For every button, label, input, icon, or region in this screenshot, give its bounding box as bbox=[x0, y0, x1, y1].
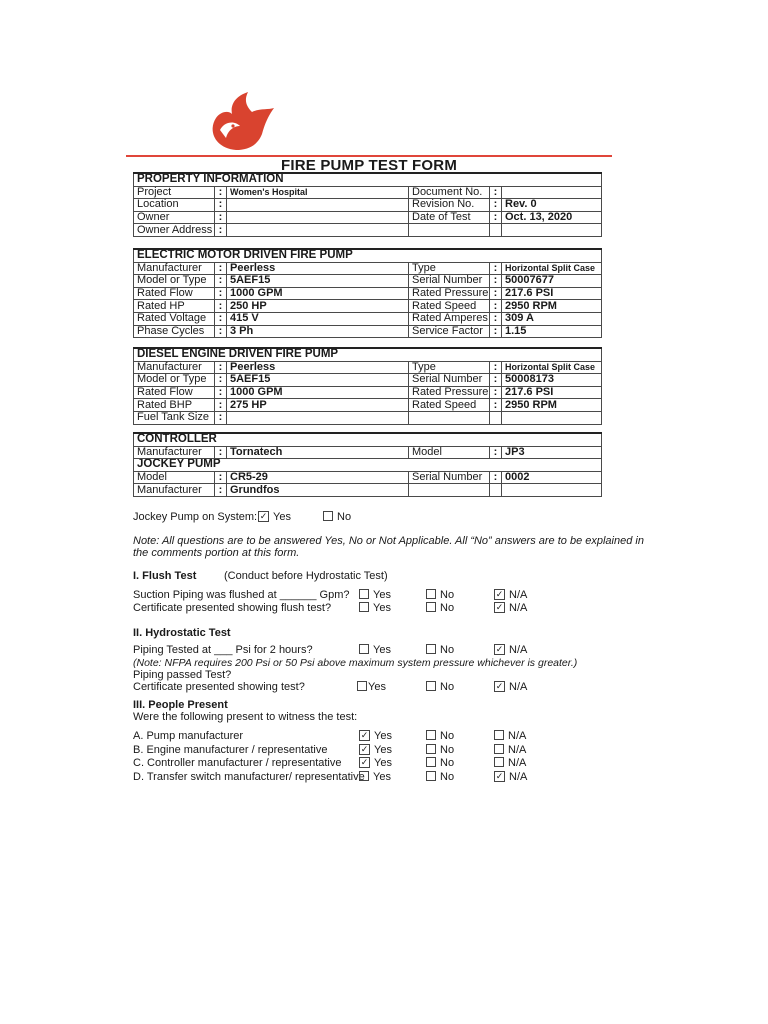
field-value bbox=[502, 186, 602, 199]
people-d-yes[interactable] bbox=[359, 771, 391, 783]
table-row: Rated Flow : 1000 GPM Rated Pressure : 217.6 PSI bbox=[134, 386, 602, 399]
section-header: JOCKEY PUMP bbox=[134, 459, 602, 472]
flush-q1-na[interactable] bbox=[494, 589, 527, 601]
hydro-q1-yes[interactable] bbox=[359, 644, 391, 656]
hydro-q3-no[interactable] bbox=[426, 681, 454, 693]
diesel-engine-table bbox=[133, 347, 602, 425]
flush-q1-yes[interactable] bbox=[359, 589, 391, 601]
empty-checkbox-icon[interactable] bbox=[494, 757, 504, 767]
table-row: Model or Type : 5AEF15 Serial Number : 50008173 bbox=[134, 374, 602, 387]
empty-checkbox-icon[interactable] bbox=[357, 681, 367, 691]
field-label: Rated Speed bbox=[409, 399, 490, 412]
field-value bbox=[502, 484, 602, 497]
option-label: N/A bbox=[509, 771, 528, 783]
hydro-q1: Piping Tested at ___ Psi for 2 hours? bbox=[133, 644, 313, 656]
jockey-no-option[interactable] bbox=[323, 511, 351, 523]
option-label: N/A bbox=[509, 602, 528, 614]
checked-checkbox-icon[interactable]: ✓ bbox=[495, 588, 504, 599]
field-label: Serial Number bbox=[409, 471, 490, 484]
field-label: Model or Type bbox=[134, 275, 215, 288]
controller-table bbox=[133, 432, 602, 497]
table-row: Rated BHP : 275 HP Rated Speed : 2950 RPM bbox=[134, 399, 602, 412]
field-value: 217.6 PSI bbox=[502, 386, 602, 399]
hydro-test-title: II. Hydrostatic Test bbox=[133, 627, 231, 639]
checked-checkbox-icon[interactable]: ✓ bbox=[360, 756, 369, 767]
field-value bbox=[502, 411, 602, 424]
table-row: Rated Voltage : 415 V Rated Amperes : 309 A bbox=[134, 312, 602, 325]
table-row: Fuel Tank Size : bbox=[134, 411, 602, 424]
people-b-no[interactable] bbox=[426, 744, 454, 756]
electric-motor-table bbox=[133, 248, 602, 338]
field-label: Manufacturer bbox=[134, 262, 215, 275]
field-label: Rated Speed bbox=[409, 300, 490, 313]
field-value: 5AEF15 bbox=[227, 374, 409, 387]
field-value: 309 A bbox=[502, 312, 602, 325]
field-value: Horizontal Split Case bbox=[502, 361, 602, 374]
checked-checkbox-icon[interactable]: ✓ bbox=[495, 643, 504, 654]
empty-checkbox-icon[interactable] bbox=[494, 730, 504, 740]
people-b-na[interactable] bbox=[494, 744, 526, 756]
field-value: Women's Hospital bbox=[227, 186, 409, 199]
people-a-no[interactable] bbox=[426, 730, 454, 742]
flush-q1: Suction Piping was flushed at ______ Gpm? bbox=[133, 589, 350, 601]
field-label: Rated Pressure bbox=[409, 386, 490, 399]
field-value: 217.6 PSI bbox=[502, 287, 602, 300]
field-label: Project bbox=[134, 186, 215, 199]
option-label: No bbox=[440, 744, 455, 756]
field-value: Tornatech bbox=[227, 446, 409, 459]
table-row: Manufacturer : Tornatech Model : JP3 bbox=[134, 446, 602, 459]
people-item-d: D. Transfer switch manufacturer/ representative bbox=[133, 771, 365, 783]
option-label: No bbox=[440, 644, 455, 656]
option-label: N/A bbox=[509, 644, 528, 656]
field-value: 1.15 bbox=[502, 325, 602, 338]
field-value: Oct. 13, 2020 bbox=[502, 211, 602, 224]
field-label: Date of Test bbox=[409, 211, 490, 224]
option-label: N/A bbox=[509, 589, 528, 601]
option-label: N/A bbox=[508, 730, 527, 742]
checked-checkbox-icon[interactable]: ✓ bbox=[495, 601, 504, 612]
people-a-na[interactable] bbox=[494, 730, 526, 742]
field-label bbox=[409, 484, 490, 497]
flush-q2: Certificate presented showing flush test? bbox=[133, 602, 332, 614]
field-value: JP3 bbox=[502, 446, 602, 459]
table-row: Rated Flow : 1000 GPM Rated Pressure : 217.6 PSI bbox=[134, 287, 602, 300]
option-label: Yes bbox=[374, 744, 392, 756]
company-logo bbox=[206, 92, 274, 152]
option-label: Yes bbox=[373, 771, 391, 783]
field-label: Rated BHP bbox=[134, 399, 215, 412]
field-value: Grundfos bbox=[227, 484, 409, 497]
field-label: Service Factor bbox=[409, 325, 490, 338]
section-header: ELECTRIC MOTOR DRIVEN FIRE PUMP bbox=[134, 249, 602, 262]
option-label: No bbox=[440, 730, 455, 742]
form-title: FIRE PUMP TEST FORM bbox=[280, 157, 458, 174]
field-label: Rated HP bbox=[134, 300, 215, 313]
people-item-c: C. Controller manufacturer / representative bbox=[133, 757, 342, 769]
field-label: Model or Type bbox=[134, 374, 215, 387]
option-label: No bbox=[440, 757, 455, 769]
checked-checkbox-icon[interactable]: ✓ bbox=[495, 770, 504, 781]
option-label: Yes bbox=[373, 589, 391, 601]
option-label: Yes bbox=[273, 511, 291, 523]
flush-q2-na[interactable] bbox=[494, 602, 527, 614]
field-label bbox=[409, 411, 490, 424]
flush-q2-yes[interactable] bbox=[359, 602, 391, 614]
field-value: 250 HP bbox=[227, 300, 409, 313]
empty-checkbox-icon[interactable] bbox=[359, 644, 369, 654]
people-item-a: A. Pump manufacturer bbox=[133, 730, 244, 742]
field-label: Rated Pressure bbox=[409, 287, 490, 300]
field-label: Location bbox=[134, 199, 215, 212]
field-label: Model bbox=[134, 471, 215, 484]
hydro-q1-na[interactable] bbox=[494, 644, 527, 656]
empty-checkbox-icon[interactable] bbox=[426, 681, 436, 691]
checked-checkbox-icon[interactable]: ✓ bbox=[360, 729, 369, 740]
field-value: 1000 GPM bbox=[227, 386, 409, 399]
jockey-on-system-label: Jockey Pump on System: bbox=[133, 511, 258, 523]
people-b-yes[interactable] bbox=[359, 744, 392, 756]
hydro-q1-no[interactable] bbox=[426, 644, 454, 656]
checked-checkbox-icon[interactable]: ✓ bbox=[259, 510, 268, 521]
field-label: Fuel Tank Size bbox=[134, 411, 215, 424]
field-value: 0002 bbox=[502, 471, 602, 484]
field-value: 1000 GPM bbox=[227, 287, 409, 300]
hydro-q3-na[interactable] bbox=[494, 681, 527, 693]
hydro-q3-yes[interactable] bbox=[357, 681, 386, 693]
table-row: Owner : Date of Test : Oct. 13, 2020 bbox=[134, 211, 602, 224]
table-row: Rated HP : 250 HP Rated Speed : 2950 RPM bbox=[134, 300, 602, 313]
field-value: 2950 RPM bbox=[502, 300, 602, 313]
empty-checkbox-icon[interactable] bbox=[426, 644, 436, 654]
people-d-no[interactable] bbox=[426, 771, 454, 783]
table-row: Model or Type : 5AEF15 Serial Number : 50007677 bbox=[134, 275, 602, 288]
field-value bbox=[502, 224, 602, 237]
empty-checkbox-icon[interactable] bbox=[359, 589, 369, 599]
checked-checkbox-icon[interactable]: ✓ bbox=[495, 680, 504, 691]
field-value: Horizontal Split Case bbox=[502, 262, 602, 275]
field-value: Peerless bbox=[227, 262, 409, 275]
option-label: N/A bbox=[509, 681, 528, 693]
property-information-table bbox=[133, 172, 602, 237]
option-label: No bbox=[440, 771, 455, 783]
field-value: 2950 RPM bbox=[502, 399, 602, 412]
flush-q1-no[interactable] bbox=[426, 589, 454, 601]
field-value: Peerless bbox=[227, 361, 409, 374]
field-label: Rated Flow bbox=[134, 287, 215, 300]
table-row: Location : Revision No. : Rev. 0 bbox=[134, 199, 602, 212]
field-value: 3 Ph bbox=[227, 325, 409, 338]
people-d-na[interactable] bbox=[494, 771, 527, 783]
option-label: Yes bbox=[368, 681, 386, 693]
jockey-yes-option[interactable] bbox=[258, 511, 291, 523]
field-label: Owner Address bbox=[134, 224, 215, 237]
people-present-subtitle: Were the following present to witness the test: bbox=[133, 711, 358, 723]
empty-checkbox-icon[interactable] bbox=[426, 602, 436, 612]
field-label: Rated Amperes bbox=[409, 312, 490, 325]
option-label: Yes bbox=[373, 602, 391, 614]
field-label: Model bbox=[409, 446, 490, 459]
flush-test-subtitle: (Conduct before Hydrostatic Test) bbox=[224, 570, 388, 582]
option-label: No bbox=[440, 589, 455, 601]
field-value bbox=[227, 411, 409, 424]
field-label: Manufacturer bbox=[134, 446, 215, 459]
empty-checkbox-icon[interactable] bbox=[323, 511, 333, 521]
people-c-na[interactable] bbox=[494, 757, 526, 769]
people-c-yes[interactable] bbox=[359, 757, 392, 769]
field-label: Document No. bbox=[409, 186, 490, 199]
empty-checkbox-icon[interactable] bbox=[426, 589, 436, 599]
field-label: Rated Voltage bbox=[134, 312, 215, 325]
option-label: No bbox=[337, 511, 352, 523]
empty-checkbox-icon[interactable] bbox=[494, 744, 504, 754]
field-value bbox=[227, 224, 409, 237]
field-value: 415 V bbox=[227, 312, 409, 325]
option-label: N/A bbox=[508, 744, 527, 756]
empty-checkbox-icon[interactable] bbox=[426, 771, 436, 781]
field-value: 50007677 bbox=[502, 275, 602, 288]
field-value: CR5-29 bbox=[227, 471, 409, 484]
option-label: Yes bbox=[373, 644, 391, 656]
table-row: Owner Address : bbox=[134, 224, 602, 237]
field-label: Serial Number bbox=[409, 374, 490, 387]
option-label: No bbox=[440, 602, 455, 614]
empty-checkbox-icon[interactable] bbox=[426, 757, 436, 767]
people-present-title: III. People Present bbox=[133, 699, 228, 711]
field-label: Type bbox=[409, 361, 490, 374]
field-label: Rated Flow bbox=[134, 386, 215, 399]
note-line-1: Note: All questions are to be answered Yes, No or Not Applicable. All “No” answers are to be explained in bbox=[133, 535, 644, 547]
option-label: Yes bbox=[374, 730, 392, 742]
field-label: Owner bbox=[134, 211, 215, 224]
field-label: Phase Cycles bbox=[134, 325, 215, 338]
field-value: 50008173 bbox=[502, 374, 602, 387]
table-row: Phase Cycles : 3 Ph Service Factor : 1.15 bbox=[134, 325, 602, 338]
field-label: Type bbox=[409, 262, 490, 275]
field-label bbox=[409, 224, 490, 237]
field-label: Serial Number bbox=[409, 275, 490, 288]
empty-checkbox-icon[interactable] bbox=[359, 771, 369, 781]
hydro-q3: Certificate presented showing test? bbox=[133, 681, 305, 693]
empty-checkbox-icon[interactable] bbox=[426, 744, 436, 754]
checked-checkbox-icon[interactable]: ✓ bbox=[360, 743, 369, 754]
section-header: DIESEL ENGINE DRIVEN FIRE PUMP bbox=[134, 348, 602, 361]
field-value: 275 HP bbox=[227, 399, 409, 412]
table-row: Manufacturer : Peerless Type : Horizontal Split Case bbox=[134, 262, 602, 275]
option-label: Yes bbox=[374, 757, 392, 769]
field-label: Revision No. bbox=[409, 199, 490, 212]
empty-checkbox-icon[interactable] bbox=[359, 602, 369, 612]
field-label: Manufacturer bbox=[134, 361, 215, 374]
table-row: Model : CR5-29 Serial Number : 0002 bbox=[134, 471, 602, 484]
flush-q2-no[interactable] bbox=[426, 602, 454, 614]
field-value bbox=[227, 199, 409, 212]
empty-checkbox-icon[interactable] bbox=[426, 730, 436, 740]
table-row: Manufacturer : Grundfos bbox=[134, 484, 602, 497]
note-line-2: the comments portion at this form. bbox=[133, 547, 300, 559]
section-header: PROPERTY INFORMATION bbox=[134, 173, 602, 186]
hydro-q2: Piping passed Test? bbox=[133, 669, 232, 681]
hydro-note: (Note: NFPA requires 200 Psi or 50 Psi above maximum system pressure whichever is greater.) bbox=[133, 657, 578, 669]
section-header: CONTROLLER bbox=[134, 433, 602, 446]
option-label: No bbox=[440, 681, 455, 693]
field-value: 5AEF15 bbox=[227, 275, 409, 288]
option-label: N/A bbox=[508, 757, 527, 769]
people-c-no[interactable] bbox=[426, 757, 454, 769]
table-row: Manufacturer : Peerless Type : Horizontal Split Case bbox=[134, 361, 602, 374]
people-a-yes[interactable] bbox=[359, 730, 392, 742]
people-item-b: B. Engine manufacturer / representative bbox=[133, 744, 328, 756]
field-value: Rev. 0 bbox=[502, 199, 602, 212]
field-value bbox=[227, 211, 409, 224]
flush-test-title: I. Flush Test bbox=[133, 570, 197, 582]
table-row: Project : Women's Hospital Document No. : bbox=[134, 186, 602, 199]
field-label: Manufacturer bbox=[134, 484, 215, 497]
